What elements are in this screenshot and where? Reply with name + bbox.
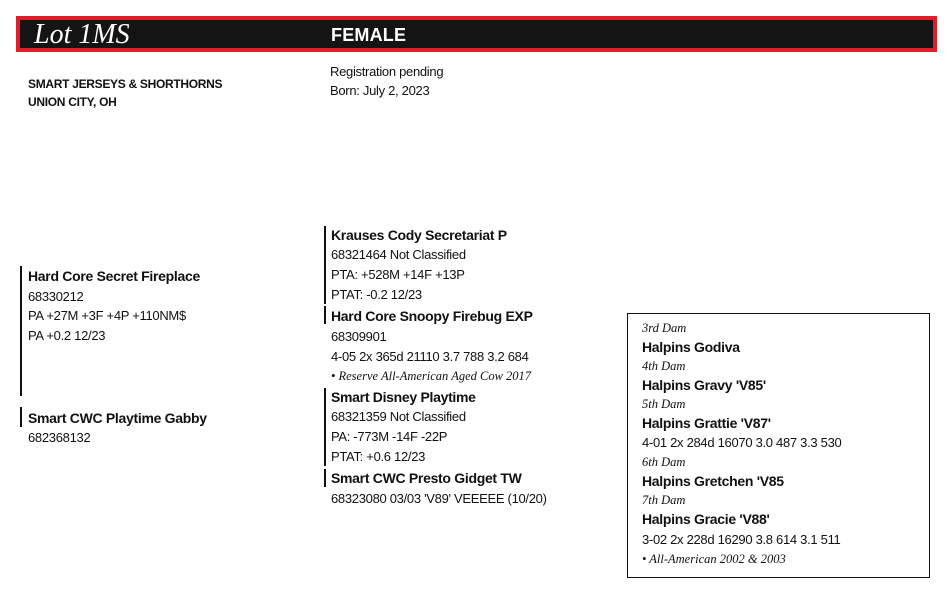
fifth-dam-record: 4-01 2x 284d 16070 3.0 487 3.3 530 bbox=[642, 435, 842, 450]
dam-name: Smart CWC Playtime Gabby bbox=[28, 410, 207, 426]
sire-pa-production: PA +27M +3F +4P +110NM$ bbox=[28, 308, 186, 323]
sire-name: Hard Core Secret Fireplace bbox=[28, 268, 200, 284]
sixth-dam-name: Halpins Gretchen 'V85 bbox=[642, 473, 784, 489]
lot-number: Lot 1MS bbox=[34, 19, 130, 50]
seventh-dam-name: Halpins Gracie 'V88' bbox=[642, 511, 770, 527]
birth-date: Born: July 2, 2023 bbox=[330, 83, 430, 98]
sire-dam-award: • Reserve All-American Aged Cow 2017 bbox=[331, 369, 532, 383]
consignor-name: SMART JERSEYS & SHORTHORNS bbox=[28, 77, 223, 91]
dam-sire-pa: PA: -773M -14F -22P bbox=[331, 429, 448, 444]
seventh-dam-label: 7th Dam bbox=[642, 493, 686, 507]
seventh-dam-award: • All-American 2002 & 2003 bbox=[642, 552, 786, 566]
dam-sire-ptat: PTAT: +0.6 12/23 bbox=[331, 449, 426, 464]
sire-pa-type: PA +0.2 12/23 bbox=[28, 328, 106, 343]
lot-header-bar bbox=[16, 16, 937, 52]
sire-sire-ptat: PTAT: -0.2 12/23 bbox=[331, 287, 422, 302]
seventh-dam-record: 3-02 2x 228d 16290 3.8 614 3.1 511 bbox=[642, 532, 841, 547]
sire-bracket-line bbox=[20, 266, 22, 396]
sire-sire-name: Krauses Cody Secretariat P bbox=[331, 227, 507, 243]
dam-sire-name: Smart Disney Playtime bbox=[331, 389, 476, 405]
third-dam-name: Halpins Godiva bbox=[642, 339, 740, 355]
sixth-dam-label: 6th Dam bbox=[642, 455, 686, 469]
animal-sex: FEMALE bbox=[331, 25, 407, 45]
sire-dam-record: 4-05 2x 365d 21110 3.7 788 3.2 684 bbox=[331, 349, 529, 364]
fourth-dam-label: 4th Dam bbox=[642, 359, 686, 373]
sire-reg-number: 68330212 bbox=[28, 289, 84, 304]
third-dam-label: 3rd Dam bbox=[642, 321, 687, 335]
dam-dam-reg-classification: 68323080 03/03 'V89' VEEEEE (10/20) bbox=[331, 491, 547, 506]
dam-sire-bracket-line bbox=[324, 388, 326, 466]
fifth-dam-name: Halpins Grattie 'V87' bbox=[642, 415, 771, 431]
sire-sire-reg: 68321464 Not Classified bbox=[331, 247, 466, 262]
dam-dam-bracket-line bbox=[324, 469, 326, 487]
consignor-location: UNION CITY, OH bbox=[28, 95, 117, 109]
dam-dam-name: Smart CWC Presto Gidget TW bbox=[331, 470, 522, 486]
sire-sire-bracket-line bbox=[324, 226, 326, 304]
dam-reg-number: 682368132 bbox=[28, 430, 91, 445]
extended-dams-box bbox=[627, 313, 930, 578]
sire-dam-name: Hard Core Snoopy Firebug EXP bbox=[331, 308, 533, 324]
fourth-dam-name: Halpins Gravy 'V85' bbox=[642, 377, 766, 393]
registration-status: Registration pending bbox=[330, 64, 444, 79]
sire-dam-reg: 68309901 bbox=[331, 329, 387, 344]
fifth-dam-label: 5th Dam bbox=[642, 397, 686, 411]
sire-dam-bracket-line bbox=[324, 306, 326, 324]
dam-bracket-line bbox=[20, 407, 22, 427]
dam-sire-reg: 68321359 Not Classified bbox=[331, 409, 466, 424]
sire-sire-pta: PTA: +528M +14F +13P bbox=[331, 267, 465, 282]
